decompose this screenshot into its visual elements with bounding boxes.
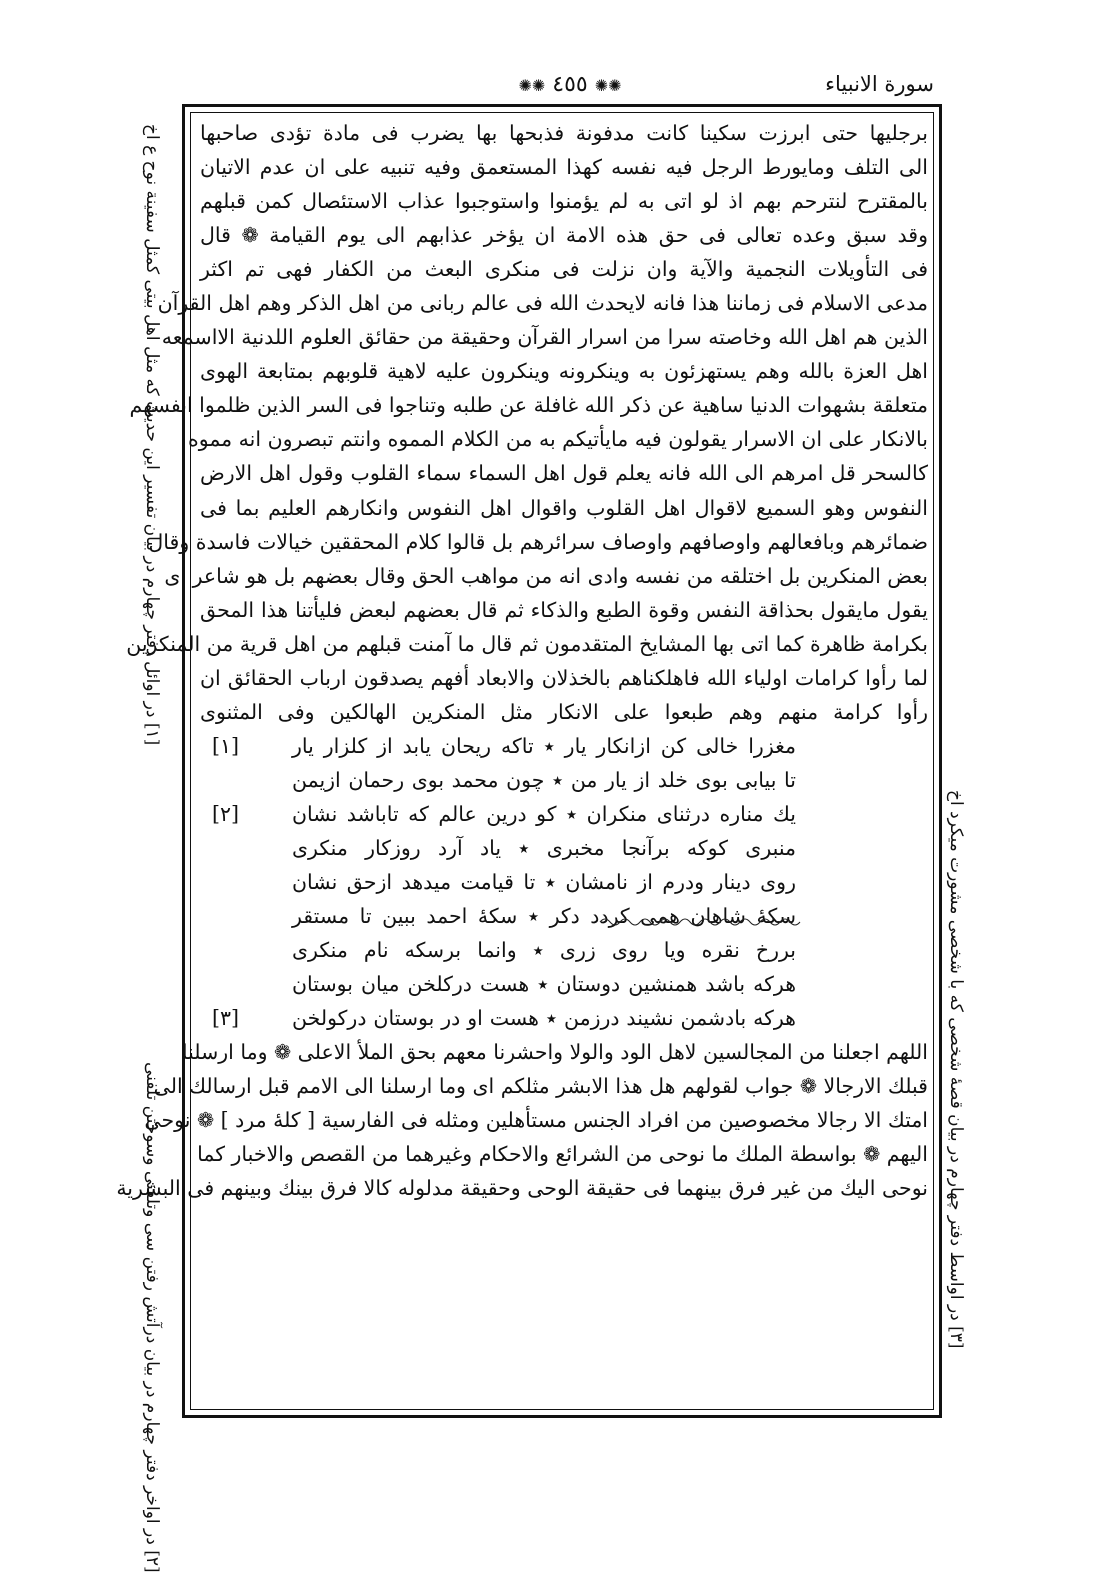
text-line: بكرامة ظاهرة كما اتى بها المشايخ المتقدمون ثم قال ما آمنت قبلهم من اهل قرية من المنكرين (126, 631, 928, 656)
verse-text: سكهٔ شاهان همى كردد دكر ٭ سكهٔ احمد ببين تا مستقر (292, 904, 796, 929)
verse-text: تا بيابى بوى خلد از يار من ٭ چون محمد بوى رحمان ازيمن (292, 767, 796, 792)
verse-line (200, 763, 928, 797)
margin-note-left-bottom: [٢] در اواخر دفتر چهارم در بيان درآتش رفتن سى وتلفنى وسوختن تلفنى (142, 1062, 162, 1573)
text-line: فى التأويلات النجمية والآية وان نزلت فى منكرى البعث من الكفار فهى تم اكثر (200, 257, 928, 282)
text-line: اللهم اجعلنا من المجالسين لاهل الود والولا واحشرنا معهم بحق الملأ الاعلى ❁ وما ارسلنا (181, 1040, 928, 1065)
text-line: لما رأوا كرامات اولياء الله فاهلكناهم بالخذلان والابعاد أفهم يصدقون ارباب الحقائق ان (200, 665, 928, 690)
text-line: بعض المنكرين بل اختلقه من نفسه وادى انه من مواهب الحق وقال بعضهم بل هو شاعر اى (164, 563, 928, 588)
ornament-icon: ✺✺ (594, 76, 622, 95)
text-line: قبلك الارجالا ❁ جواب لقولهم هل هذا الابشر مثلكم اى وما ارسلنا الى الامم قبل ارسالك الى (153, 1074, 928, 1099)
verse-text: هركه باشد همنشين دوستان ٭ هست دركلخن ميان بوستان (292, 972, 796, 997)
verse-text: هركه بادشمن نشيند درزمن ٭ هست او در بوستان دركولخن (292, 1006, 796, 1031)
page-number: ٤٥٥ (552, 72, 588, 97)
surah-title: سورة الانبياء (825, 72, 934, 96)
text-line: الى التلف ومايورط الرجل فيه نفسه كهذا المستعمق وفيه تنبيه على ان عدم الاتيان (200, 155, 928, 180)
verse-line (200, 933, 928, 967)
text-line: مدعى الاسلام فى زماننا هذا فانه لايحدث الله فى عالم ربانى من اهل الذكر وهم اهل القرآن (157, 291, 928, 316)
verse-text: روى دينار ودرم از نامشان ٭ تا قيامت ميدهد ازحق نشان (292, 870, 796, 895)
verse-line (200, 729, 928, 763)
verse-text: منبرى كوكه برآنجا مخبرى ٭ ياد آرد روزكار منكرى (292, 835, 796, 860)
verse-text: مغزرا خالى كن ازانكار يار ٭ تاكه ريحان يابد از كلزار يار (292, 733, 796, 758)
text-line: متعلقة بشهوات الدنيا ساهية عن ذكر الله غافلة عن طلبه وتناجوا فى السر الذين ظلموا انفسهم (129, 393, 928, 418)
text-line: اهل العزة بالله وهم يستهزئون به وينكرونه وينكرون عليه لاهية قلوبهم بمتابعة الهوى (200, 359, 928, 384)
verse-ref-number: [١] (212, 733, 240, 758)
text-line: برجليها حتى ابرزت سكينا كانت مدفونة فذبحها بها يضرب فى مادة تؤدى صاحبها (200, 121, 928, 145)
verse-line (200, 831, 928, 865)
margin-note-right: [٣] در اواسط دفتر چهارم در بيان قصهٔ شخصى كه با شخصى مشورت ميكرد اخ (946, 790, 966, 1349)
text-line: الذين هم اهل الله وخاصته سرا من اسرار القرآن وحقيقة من حقائق العلوم اللدنية الااسمعه (161, 325, 928, 350)
text-line: بالانكار على ان الاسرار يقولون فيه مايأتيكم به من الكلام المموه وانتم تبصرون انه مموه (187, 427, 928, 452)
wavy-underline (600, 916, 800, 928)
text-line: نوحى اليك من غير فرق بينهما فى حقيقة الوحى وحقيقة مدلوله كالا فرق بينك وبينهم فى البشرية (116, 1176, 928, 1201)
verse-line (200, 899, 928, 933)
text-line: امتك الا رجالا مخصوصين من افراد الجنس مستأهلين ومثله فى الفارسية [ كلهٔ مرد ] ❁ نوحى (144, 1108, 928, 1133)
verse-line (200, 865, 928, 899)
ornament-icon: ✺✺ (518, 76, 546, 95)
margin-note-left-top: [١] در اوائل دفتر چهارم در بيان تفسير اين حديث كه مثل اهل بيتى كمثل سفينة نوح ع اخ (142, 124, 162, 746)
text-line: بالمقترح لنترحم بهم اذ لو اتى به لم يؤمنوا واستوجبوا عذاب الاستئصال كمن قبلهم (200, 189, 928, 214)
text-line: النفوس وهو السميع لاقوال اهل القلوب واقوال اهل النفوس وانكارهم العليم بما فى (200, 495, 928, 520)
text-line: وقد سبق وعده تعالى فى حق هذه الامة ان يؤخر عذابهم الى يوم القيامة ❁ قال (200, 223, 928, 248)
text-line: يقول مايقول بحذاقة النفس وقوة الطبع والذكاء ثم قال بعضهم لبعض فليأتنا هذا المحق (200, 597, 928, 622)
verse-text: بررخ نقره ويا روى زرى ٭ وانما برسكه نام منكرى (292, 938, 796, 963)
text-line: اليهم ❁ بواسطة الملك ما نوحى من الشرائع والاحكام وغيرهما من القصص والاخبار كما (197, 1142, 928, 1167)
verse-text: يك مناره درثناى منكران ٭ كو درين عالم كه تاباشد نشان (292, 801, 796, 826)
verse-line (200, 967, 928, 1001)
text-line: ضمائرهم وبافعالهم واوصافهم واوصاف سرائرهم بل قالوا كلام المحققين خيالات فاسدة وقال (148, 529, 928, 554)
page-number-header (515, 72, 625, 97)
text-line: كالسحر قل امرهم الى الله فانه يعلم قول اهل السماء سماء القلوب وقول اهل الارض (200, 461, 928, 486)
verse-ref-number: [٢] (212, 801, 240, 826)
verse-ref-number: [٣] (212, 1006, 240, 1031)
text-line: رأوا كرامة منهم وهم طبعوا على الانكار مثل المنكرين الهالكين وفى المثنوى (200, 699, 928, 724)
verse-line (200, 797, 928, 831)
verse-line (200, 1001, 928, 1035)
